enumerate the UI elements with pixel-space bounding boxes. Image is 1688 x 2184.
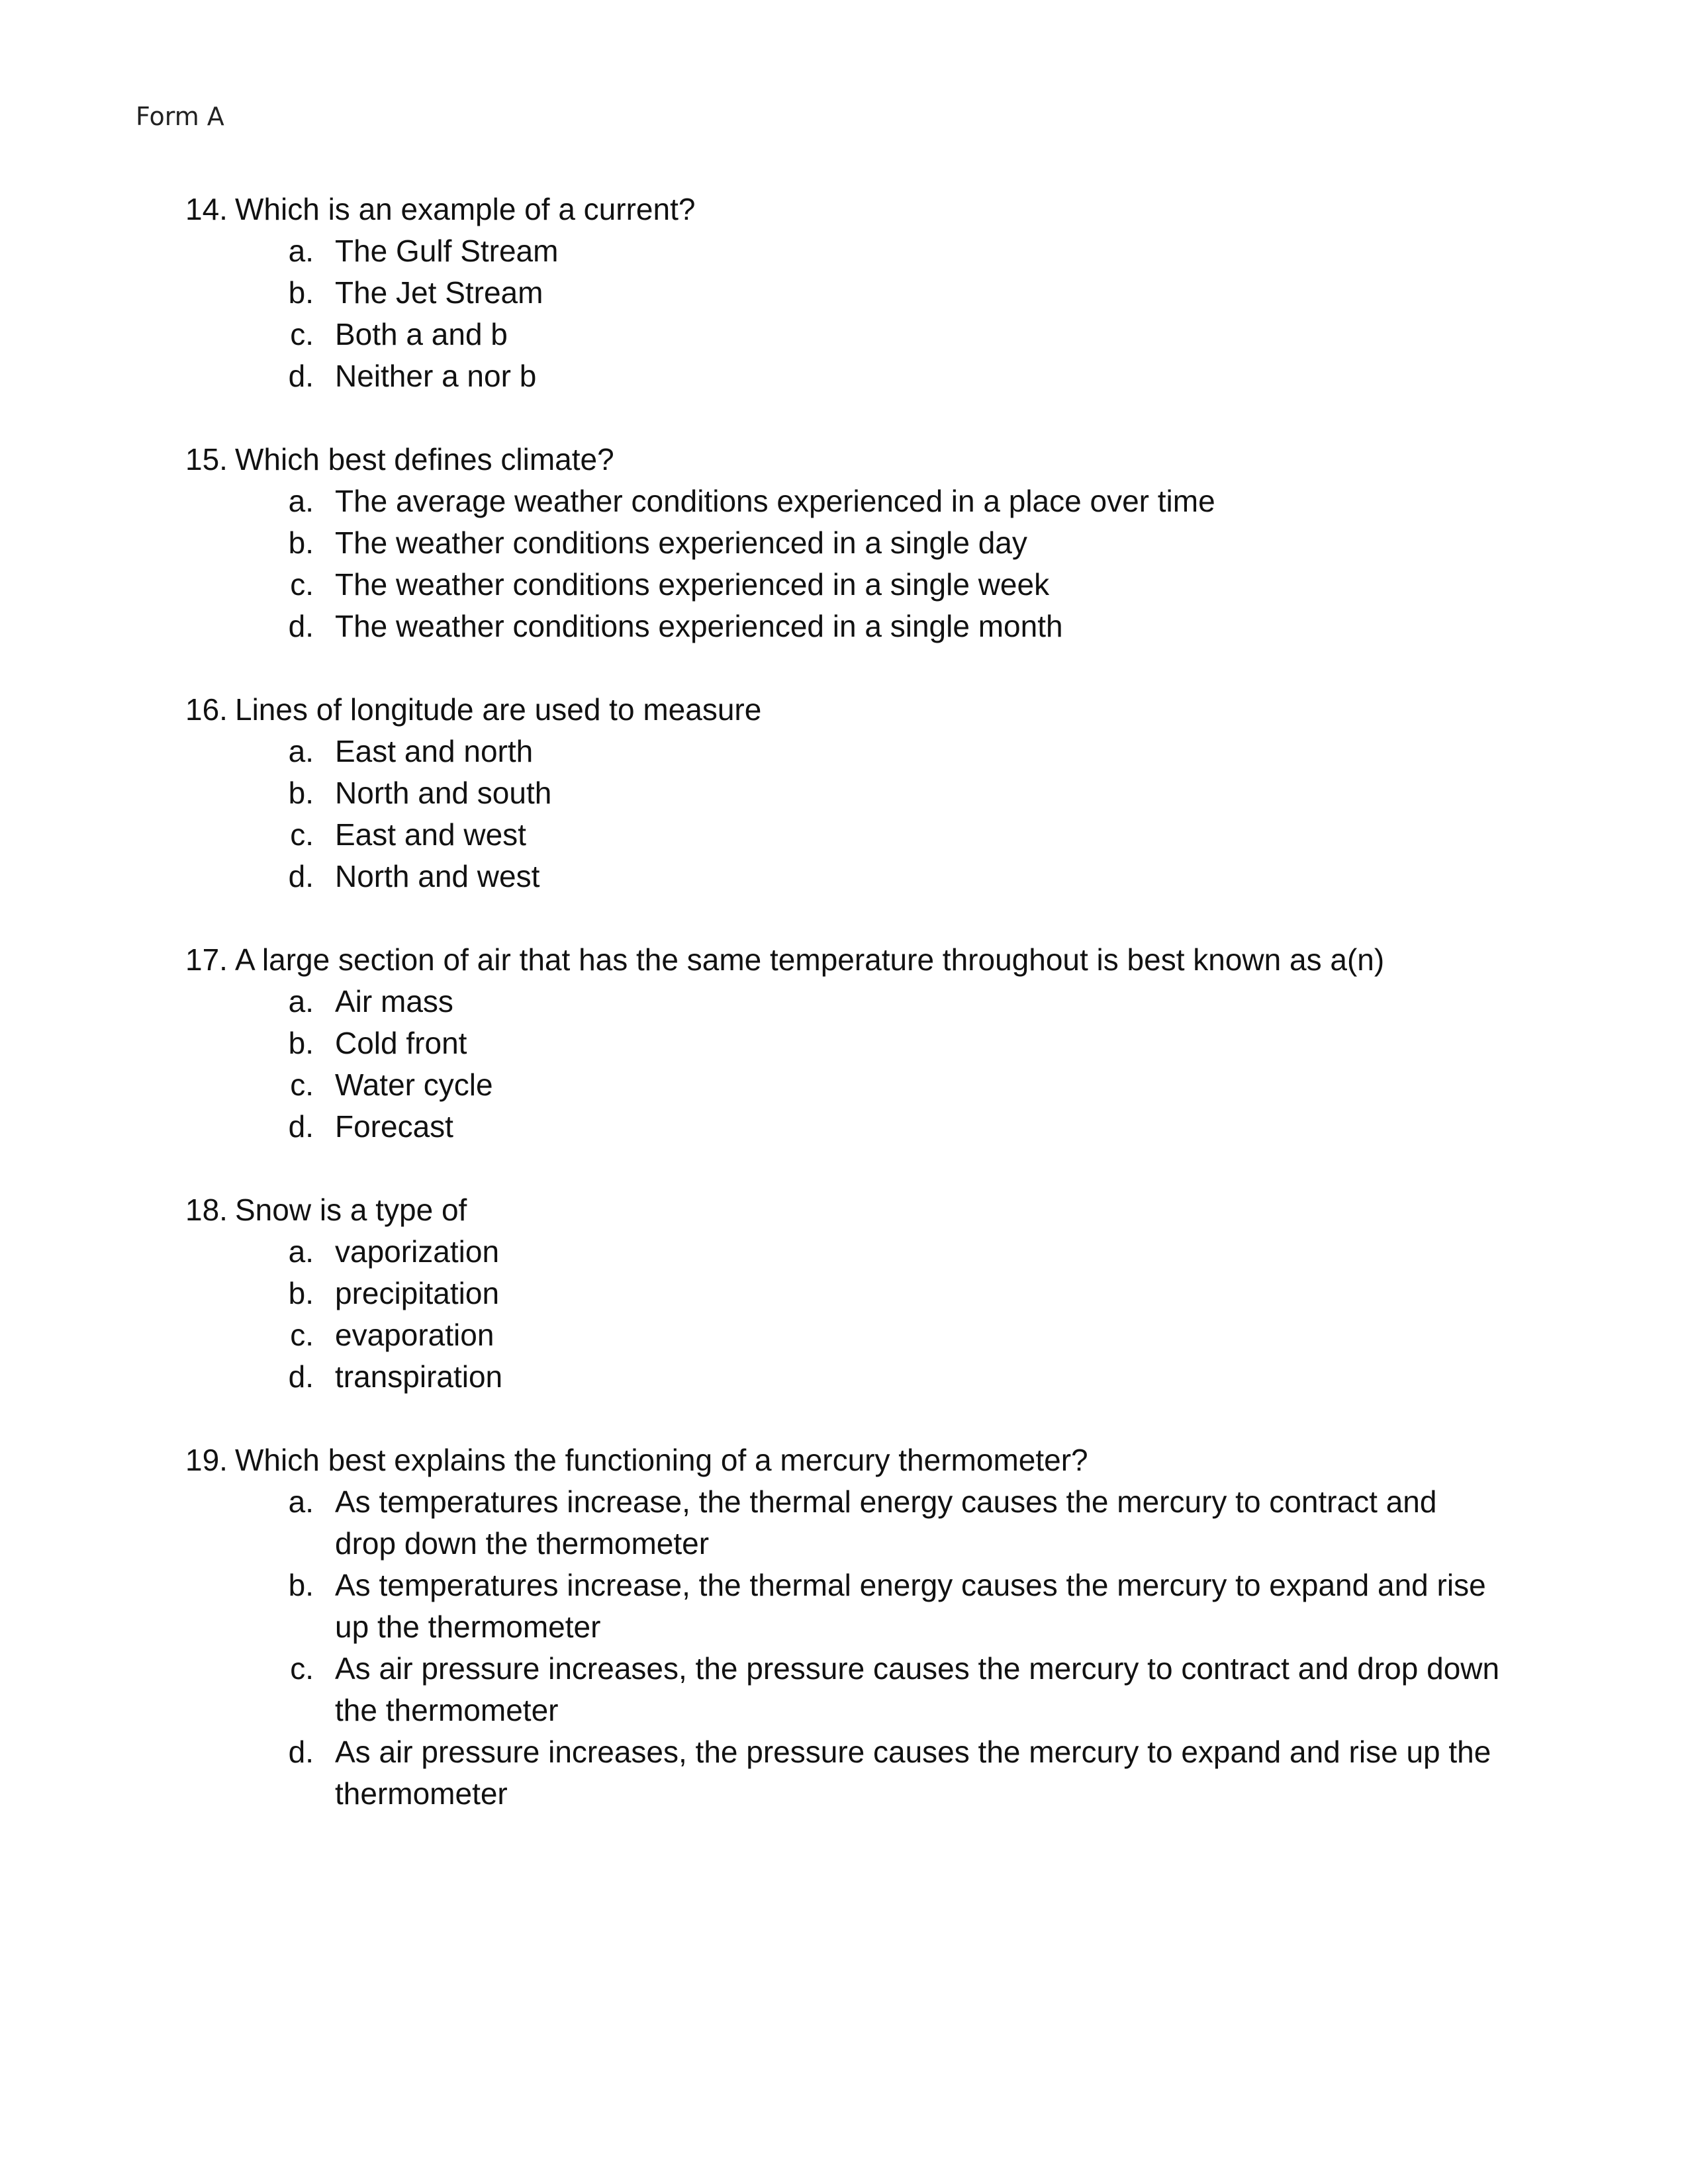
option-text: As temperatures increase, the thermal energy causes the mercury to expand and rise up the thermometer [335, 1568, 1486, 1644]
answer-option [185, 1481, 1509, 1565]
question-list [185, 189, 1509, 1856]
question-number: 18. [185, 1193, 228, 1227]
option-letter: c. [290, 317, 314, 351]
option-letter: d. [288, 1109, 314, 1144]
question-text: Snow is a type of [235, 1193, 467, 1227]
answer-option [185, 1023, 1509, 1064]
answer-option [185, 1648, 1509, 1731]
option-letter: d. [288, 359, 314, 393]
option-text: North and west [335, 859, 540, 893]
answer-option [185, 1731, 1509, 1815]
option-letter: a. [288, 1484, 314, 1519]
option-letter: c. [290, 567, 314, 602]
answer-options [185, 480, 1509, 647]
option-letter: c. [290, 1068, 314, 1102]
option-text: Air mass [335, 984, 453, 1019]
question-text: Which is an example of a current? [235, 192, 696, 226]
question-stem [185, 1189, 1509, 1231]
answer-option [185, 981, 1509, 1023]
answer-option [185, 731, 1509, 772]
option-letter: a. [288, 484, 314, 518]
question-number: 17. [185, 942, 228, 977]
answer-option [185, 1064, 1509, 1106]
option-text: Water cycle [335, 1068, 493, 1102]
option-letter: d. [288, 609, 314, 643]
question-18 [185, 1189, 1509, 1398]
answer-options [185, 230, 1509, 397]
question-text: Lines of longitude are used to measure [235, 692, 762, 727]
option-text: Cold front [335, 1026, 467, 1060]
option-text: As temperatures increase, the thermal energy causes the mercury to contract and drop down the thermometer [335, 1484, 1437, 1561]
option-text: The Gulf Stream [335, 234, 559, 268]
option-letter: a. [288, 234, 314, 268]
option-letter: a. [288, 984, 314, 1019]
question-14 [185, 189, 1509, 397]
answer-option [185, 522, 1509, 564]
option-text: Both a and b [335, 317, 508, 351]
form-label: Form A [136, 102, 224, 131]
answer-option [185, 564, 1509, 606]
option-text: As air pressure increases, the pressure causes the mercury to expand and rise up the thermometer [335, 1735, 1491, 1811]
question-text: A large section of air that has the same temperature throughout is best known as a(n) [235, 942, 1385, 977]
option-text: vaporization [335, 1234, 500, 1269]
option-letter: c. [290, 817, 314, 852]
question-number: 16. [185, 692, 228, 727]
question-stem [185, 1439, 1509, 1481]
answer-option [185, 480, 1509, 522]
question-stem [185, 189, 1509, 230]
option-letter: a. [288, 1234, 314, 1269]
option-letter: c. [290, 1651, 314, 1686]
question-number: 14. [185, 192, 228, 226]
question-number: 15. [185, 442, 228, 477]
option-text: The average weather conditions experienced in a place over time [335, 484, 1215, 518]
option-text: East and west [335, 817, 526, 852]
option-text: Forecast [335, 1109, 453, 1144]
option-text: The weather conditions experienced in a single week [335, 567, 1050, 602]
answer-option [185, 772, 1509, 814]
option-letter: a. [288, 734, 314, 768]
answer-option [185, 355, 1509, 397]
option-letter: b. [288, 1568, 314, 1602]
answer-option [185, 814, 1509, 856]
option-letter: d. [288, 1735, 314, 1769]
answer-option [185, 230, 1509, 272]
option-letter: b. [288, 525, 314, 560]
option-letter: b. [288, 1026, 314, 1060]
answer-option [185, 1565, 1509, 1648]
option-text: evaporation [335, 1318, 494, 1352]
question-stem [185, 439, 1509, 480]
option-letter: c. [290, 1318, 314, 1352]
option-letter: d. [288, 859, 314, 893]
option-text: precipitation [335, 1276, 500, 1310]
answer-options [185, 1231, 1509, 1398]
option-text: As air pressure increases, the pressure causes the mercury to contract and drop down the thermometer [335, 1651, 1500, 1727]
option-text: The Jet Stream [335, 275, 543, 310]
answer-options [185, 1481, 1509, 1815]
answer-option [185, 606, 1509, 647]
question-stem [185, 939, 1509, 981]
question-text: Which best explains the functioning of a mercury thermometer? [235, 1443, 1088, 1477]
question-16 [185, 689, 1509, 897]
option-text: East and north [335, 734, 534, 768]
option-text: transpiration [335, 1359, 503, 1394]
answer-option [185, 1273, 1509, 1314]
question-17 [185, 939, 1509, 1148]
question-stem [185, 689, 1509, 731]
answer-option [185, 314, 1509, 355]
option-text: The weather conditions experienced in a single day [335, 525, 1027, 560]
answer-option [185, 1106, 1509, 1148]
answer-option [185, 856, 1509, 897]
answer-option [185, 1356, 1509, 1398]
option-text: North and south [335, 776, 552, 810]
option-letter: b. [288, 776, 314, 810]
question-15 [185, 439, 1509, 647]
answer-options [185, 981, 1509, 1148]
option-letter: b. [288, 1276, 314, 1310]
option-letter: d. [288, 1359, 314, 1394]
question-text: Which best defines climate? [235, 442, 614, 477]
answer-option [185, 1314, 1509, 1356]
question-19 [185, 1439, 1509, 1815]
option-text: The weather conditions experienced in a single month [335, 609, 1063, 643]
option-letter: b. [288, 275, 314, 310]
answer-option [185, 272, 1509, 314]
answer-options [185, 731, 1509, 897]
question-number: 19. [185, 1443, 228, 1477]
option-text: Neither a nor b [335, 359, 537, 393]
answer-option [185, 1231, 1509, 1273]
